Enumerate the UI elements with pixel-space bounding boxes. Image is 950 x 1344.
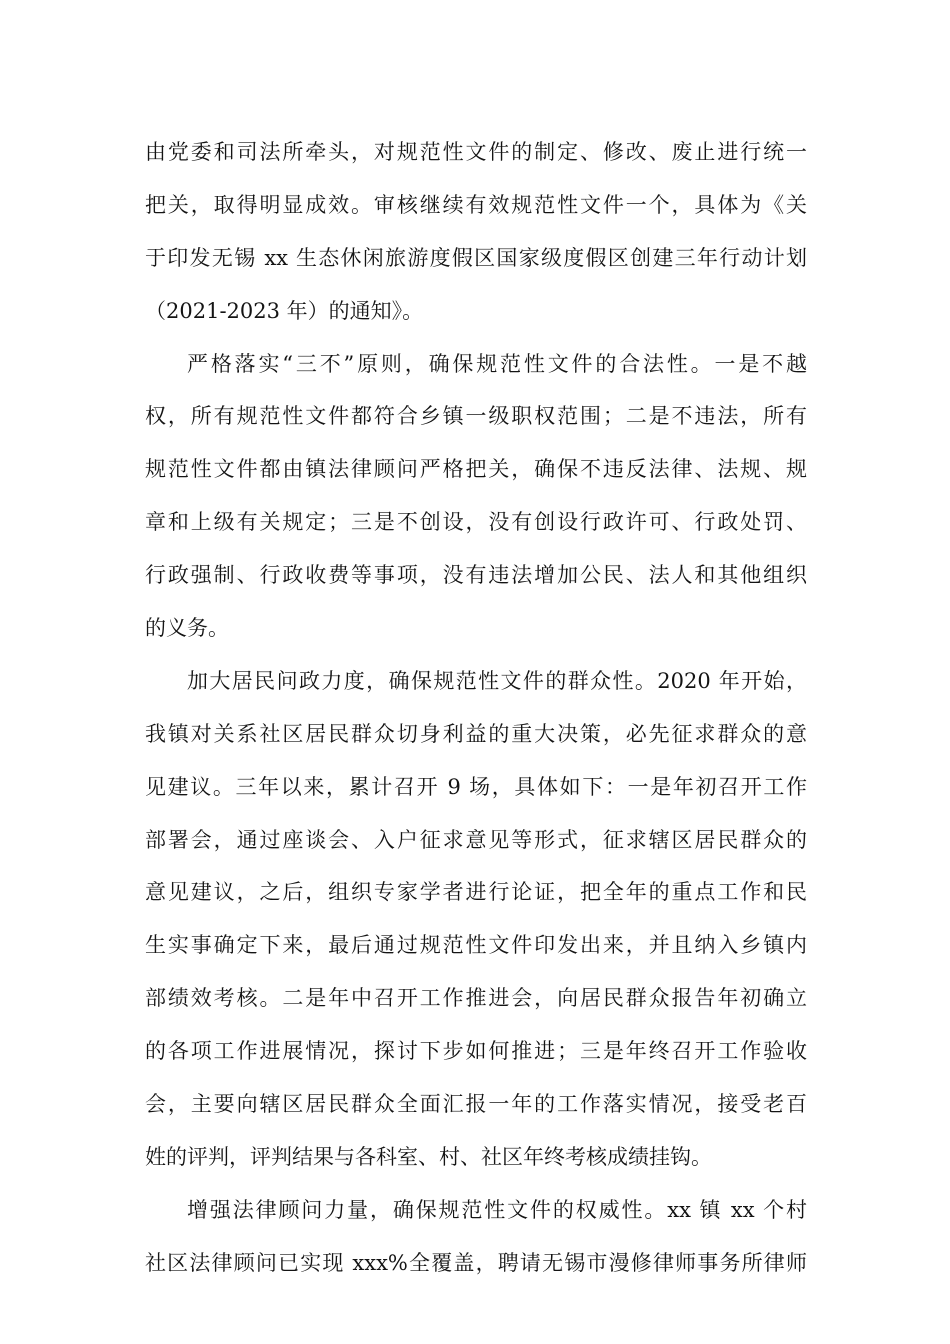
text-line: 社区法律顾问已实现 xxx%全覆盖，聘请无锡市漫修律师事务所律师	[145, 1250, 807, 1275]
text-line: 部署会，通过座谈会、入户征求意见等形式，征求辖区居民群众的	[145, 827, 807, 852]
text-line: 见建议。三年以来，累计召开 9 场，具体如下：一是年初召开工作	[145, 774, 807, 799]
text-line: 的各项工作进展情况，探讨下步如何推进；三是年终召开工作验收	[145, 1039, 807, 1064]
text-line: （2021-2023 年）的通知》。	[145, 298, 424, 323]
text-line: 于印发无锡 xx 生态休闲旅游度假区国家级度假区创建三年行动计划	[145, 245, 807, 270]
text-line: 的义务。	[145, 616, 229, 641]
paragraph-first-line: 严格落实“三不”原则，确保规范性文件的合法性。一是不越	[187, 351, 807, 376]
paragraph-first-line: 加大居民问政力度，确保规范性文件的群众性。2020 年开始，	[187, 668, 807, 693]
text-line: 意见建议，之后，组织专家学者进行论证，把全年的重点工作和民	[145, 880, 807, 905]
text-line: 章和上级有关规定；三是不创设，没有创设行政许可、行政处罚、	[145, 510, 807, 535]
document-body	[145, 126, 807, 1290]
paragraph-first-line: 增强法律顾问力量，确保规范性文件的权威性。xx 镇 xx 个村	[187, 1197, 807, 1222]
text-line: 把关，取得明显成效。审核继续有效规范性文件一个，具体为《关	[145, 192, 807, 217]
text-line: 我镇对关系社区居民群众切身利益的重大决策，必先征求群众的意	[145, 721, 807, 746]
text-line: 权，所有规范性文件都符合乡镇一级职权范围；二是不违法，所有	[145, 404, 807, 429]
text-line: 规范性文件都由镇法律顾问严格把关，确保不违反法律、法规、规	[145, 457, 807, 482]
text-line: 会，主要向辖区居民群众全面汇报一年的工作落实情况，接受老百	[145, 1092, 807, 1117]
text-line: 姓的评判，评判结果与各科室、村、社区年终考核成绩挂钩。	[145, 1144, 712, 1169]
text-line: 行政强制、行政收费等事项，没有违法增加公民、法人和其他组织	[145, 563, 807, 588]
text-line: 生实事确定下来，最后通过规范性文件印发出来，并且纳入乡镇内	[145, 933, 807, 958]
text-line: 由党委和司法所牵头，对规范性文件的制定、修改、废止进行统一	[145, 140, 807, 164]
text-line: 部绩效考核。二是年中召开工作推进会，向居民群众报告年初确立	[145, 986, 807, 1011]
